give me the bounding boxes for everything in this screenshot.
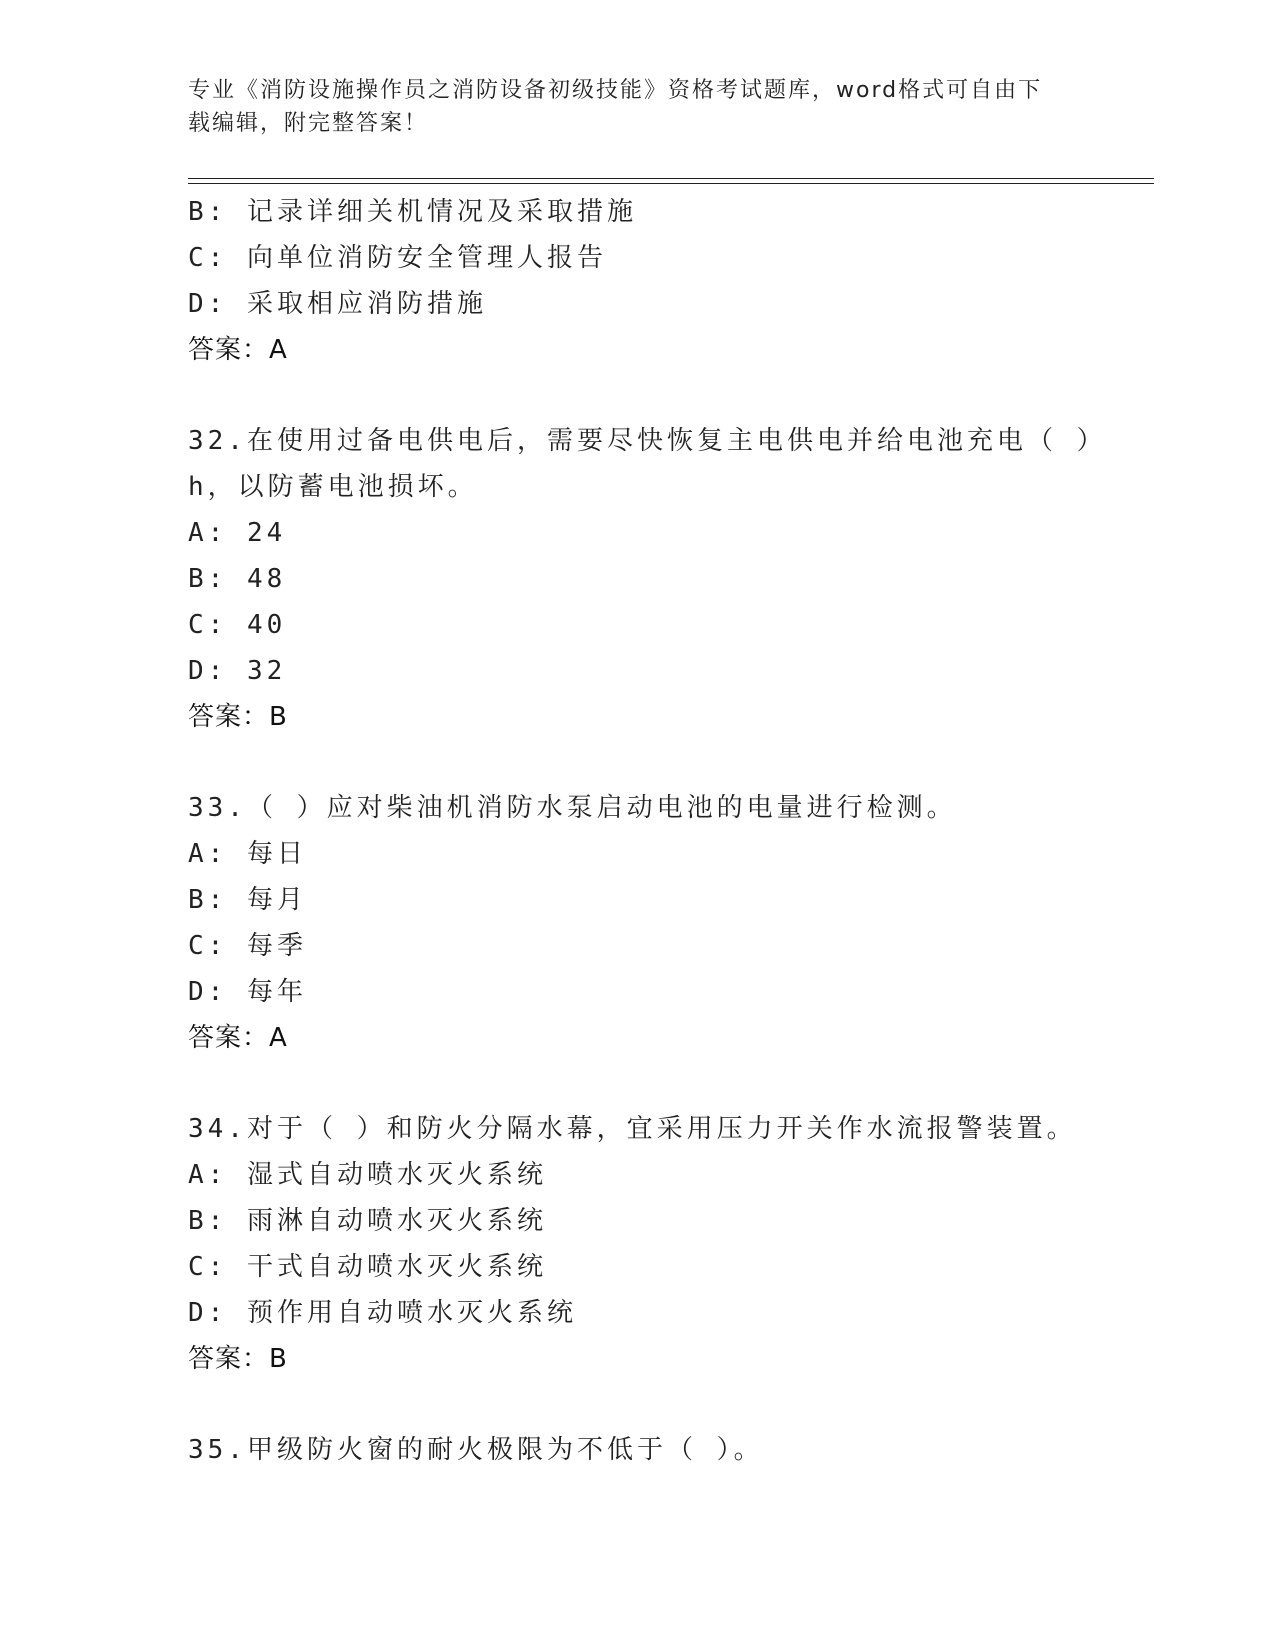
question-35-stem: 35.甲级防火窗的耐火极限为不低于（ ）。 bbox=[188, 1435, 764, 1465]
question-33-option-d: D: 每年 bbox=[188, 977, 307, 1007]
question-35-block bbox=[188, 1427, 1088, 1473]
question-32-answer: 答案：B bbox=[188, 702, 288, 732]
question-34-option-d: D: 预作用自动喷水灭火系统 bbox=[188, 1298, 577, 1328]
header-line-2: 载编辑，附完整答案！ bbox=[188, 111, 429, 136]
question-spacer bbox=[188, 1061, 1088, 1106]
question-32-option-b: B: 48 bbox=[188, 564, 287, 594]
question-31-block bbox=[188, 189, 1088, 373]
question-32-stem-line-2: h，以防蓄电池损坏。 bbox=[188, 472, 478, 502]
question-31-option-d: D: 采取相应消防措施 bbox=[188, 289, 487, 319]
question-34-stem: 34.对于（ ）和防火分隔水幕，宜采用压力开关作水流报警装置。 bbox=[188, 1114, 1077, 1144]
question-33-answer: 答案：A bbox=[188, 1023, 288, 1053]
question-31-option-c: C: 向单位消防安全管理人报告 bbox=[188, 243, 607, 273]
question-32-option-a: A: 24 bbox=[188, 518, 287, 548]
question-34-answer: 答案：B bbox=[188, 1344, 288, 1374]
question-spacer bbox=[188, 373, 1088, 418]
question-32-option-d: D: 32 bbox=[188, 656, 287, 686]
question-list bbox=[188, 189, 1107, 1473]
header-divider-top bbox=[188, 178, 1154, 179]
question-spacer bbox=[188, 1382, 1088, 1427]
question-34-option-b: B: 雨淋自动喷水灭火系统 bbox=[188, 1206, 547, 1236]
header-divider-bottom bbox=[188, 183, 1154, 184]
question-32-option-c: C: 40 bbox=[188, 610, 287, 640]
question-34-block bbox=[188, 1106, 1088, 1382]
question-32-block bbox=[188, 418, 1107, 740]
question-33-option-a: A: 每日 bbox=[188, 839, 307, 869]
question-spacer bbox=[188, 740, 1088, 785]
question-31-option-b: B: 记录详细关机情况及采取措施 bbox=[188, 197, 637, 227]
question-34-option-c: C: 干式自动喷水灭火系统 bbox=[188, 1252, 547, 1282]
document-header bbox=[188, 74, 1088, 140]
question-33-option-c: C: 每季 bbox=[188, 931, 307, 961]
question-31-answer: 答案：A bbox=[188, 335, 288, 365]
question-32-stem-line-1: 32.在使用过备电供电后，需要尽快恢复主电供电并给电池充电（ ） bbox=[188, 426, 1107, 456]
question-34-option-a: A: 湿式自动喷水灭火系统 bbox=[188, 1160, 547, 1190]
header-line-1: 专业《消防设施操作员之消防设备初级技能》资格考试题库，word格式可自由下 bbox=[188, 78, 1043, 103]
question-33-block bbox=[188, 785, 1088, 1061]
question-33-option-b: B: 每月 bbox=[188, 885, 307, 915]
question-33-stem: 33.（ ）应对柴油机消防水泵启动电池的电量进行检测。 bbox=[188, 793, 957, 823]
